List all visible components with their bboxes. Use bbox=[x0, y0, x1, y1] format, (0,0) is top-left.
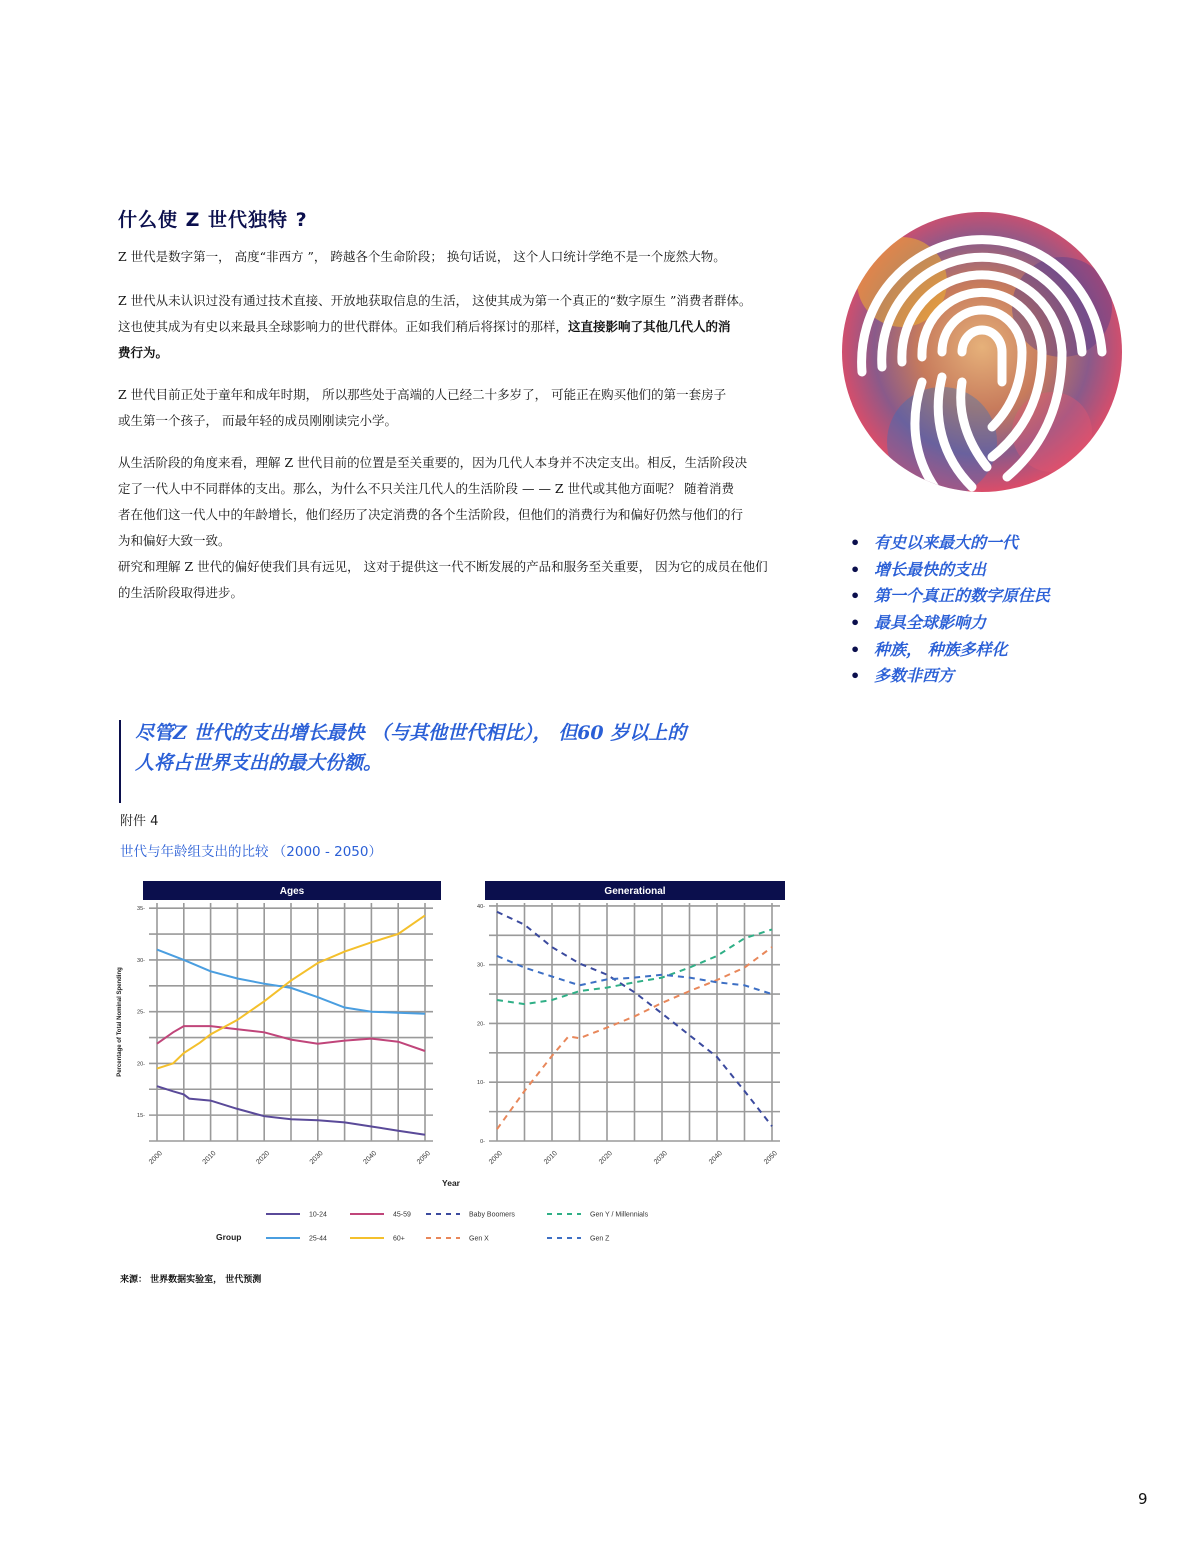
x-tick-label: 2030 bbox=[308, 1149, 325, 1166]
paragraph-4-line: 定了一代人中不同群体的支出。那么，为什么不只关注几代人的生活阶段 — — Z 世代或其他方面呢？ 随着消费 bbox=[118, 481, 735, 496]
paragraph-4-line: 者在他们这一代人中的年龄增长，他们经历了决定消费的各个生活阶段，但他们的消费行为和偏好仍然与他们的行 bbox=[118, 507, 744, 522]
y-axis-label: Percentage of Total Nominal Spending bbox=[117, 967, 123, 1077]
y-tick-label: 20- bbox=[477, 1021, 485, 1028]
highlight-text: 多数非西方 bbox=[874, 666, 955, 686]
paragraph-3-line: 或生第一个孩子， 而最年轻的成员刚刚读完小学。 bbox=[118, 413, 397, 428]
x-tick-label: 2050 bbox=[762, 1149, 779, 1166]
y-tick-label: 15- bbox=[137, 1113, 145, 1120]
paragraph-3 bbox=[118, 382, 788, 434]
paragraph-2 bbox=[118, 288, 788, 366]
x-tick-label: 2020 bbox=[255, 1149, 272, 1166]
bullet-icon: • bbox=[850, 586, 861, 606]
callout-line: 人将占世界支出的最大份额。 bbox=[135, 752, 383, 774]
highlight-item bbox=[850, 530, 1050, 557]
highlight-text: 最具全球影响力 bbox=[874, 613, 987, 633]
x-tick-label: 2000 bbox=[487, 1149, 504, 1166]
y-tick-label: 35- bbox=[137, 906, 145, 913]
paragraph-4-line: 为和偏好大致一致。 bbox=[118, 533, 231, 548]
legend-label: Baby Boomers bbox=[469, 1211, 515, 1219]
paragraph-1 bbox=[118, 244, 788, 270]
y-tick-label: 10- bbox=[477, 1080, 485, 1087]
bullet-icon: • bbox=[850, 533, 861, 552]
highlight-item bbox=[850, 583, 1050, 610]
x-tick-label: 2020 bbox=[597, 1149, 614, 1166]
highlight-item bbox=[850, 610, 1050, 637]
paragraph-4-line: 的生活阶段取得进步。 bbox=[118, 585, 244, 600]
legend-label: Gen Y / Millennials bbox=[590, 1211, 649, 1219]
paragraph-2-bold: 费行为。 bbox=[118, 345, 169, 360]
bullet-icon: • bbox=[850, 613, 861, 633]
legend-label: 60+ bbox=[393, 1235, 405, 1243]
y-tick-label: 20- bbox=[137, 1061, 145, 1068]
x-tick-label: 2010 bbox=[542, 1149, 559, 1166]
y-tick-label: 40- bbox=[477, 903, 485, 910]
callout-bar bbox=[119, 720, 121, 803]
x-tick-label: 2000 bbox=[147, 1149, 164, 1166]
exhibit-label: 附件 4 bbox=[120, 814, 159, 829]
y-tick-label: 25- bbox=[137, 1009, 145, 1016]
legend-group-label: Group bbox=[216, 1232, 242, 1242]
highlights-list bbox=[850, 530, 1050, 690]
section-heading: 什么使 Z 世代独特 ? bbox=[118, 209, 308, 231]
x-tick-label: 2010 bbox=[201, 1149, 218, 1166]
bullet-icon: • bbox=[850, 559, 861, 579]
paragraph-4 bbox=[118, 450, 788, 606]
highlight-item bbox=[850, 637, 1050, 664]
panel-title: Ages bbox=[279, 886, 305, 897]
highlight-item bbox=[850, 557, 1050, 584]
panel-title: Generational bbox=[604, 886, 666, 897]
y-tick-label: 0- bbox=[480, 1139, 485, 1145]
callout-line: 尽管Z 世代的支出增长最快 （与其他世代相比）， 但60 岁以上的 bbox=[135, 722, 687, 744]
highlight-text: 第一个真正的数字原住民 bbox=[874, 586, 1051, 606]
bullet-icon: • bbox=[850, 639, 861, 659]
paragraph-2-bold: 这直接影响了其他几代人的消 bbox=[568, 319, 731, 334]
paragraph-3-line: Z 世代目前正处于童年和成年时期， 所以那些处于高端的人已经二十多岁了， 可能正在购买他们的第一套房子 bbox=[118, 387, 727, 402]
exhibit-title: 世代与年龄组支出的比较 （2000 - 2050） bbox=[120, 844, 382, 860]
page-number: 9 bbox=[1138, 1490, 1148, 1508]
x-axis-label: Year bbox=[442, 1178, 460, 1188]
source-note: 来源： 世界数据实验室， 世代预测 bbox=[120, 1275, 262, 1285]
highlight-item bbox=[850, 663, 1050, 690]
highlight-text: 有史以来最大的一代 bbox=[874, 533, 1019, 552]
legend-label: 45-59 bbox=[393, 1211, 411, 1219]
y-tick-label: 30- bbox=[477, 962, 485, 969]
bullet-icon: • bbox=[850, 666, 861, 686]
legend-label: 25-44 bbox=[309, 1235, 327, 1243]
x-tick-label: 2040 bbox=[707, 1149, 724, 1166]
x-tick-label: 2050 bbox=[415, 1149, 432, 1166]
paragraph-4-line: 从生活阶段的角度来看，理解 Z 世代目前的位置是至关重要的，因为几代人本身并不决定支出。相反，生活阶段决 bbox=[118, 455, 748, 470]
y-tick-label: 30- bbox=[137, 957, 145, 964]
paragraph-2-line: 这也使其成为有史以来最具全球影响力的世代群体。正如我们稍后将探讨的那样， bbox=[118, 319, 569, 334]
highlight-text: 种族， 种族多样化 bbox=[874, 639, 1008, 659]
x-tick-label: 2030 bbox=[652, 1149, 669, 1166]
x-tick-label: 2040 bbox=[362, 1149, 379, 1166]
legend-label: Gen X bbox=[469, 1235, 489, 1243]
fingerprint-image bbox=[832, 212, 1132, 512]
paragraph-4-line: 研究和理解 Z 世代的偏好使我们具有远见， 这对于提供这一代不断发展的产品和服务至关重要， 因为它的成员在他们 bbox=[118, 559, 768, 574]
highlight-text: 增长最快的支出 bbox=[874, 559, 987, 579]
legend-label: 10-24 bbox=[309, 1211, 327, 1219]
spending-chart bbox=[110, 875, 800, 1255]
paragraph-2-line: Z 世代从未认识过没有通过技术直接、开放地获取信息的生活， 这使其成为第一个真正的“数字原生 ”消费者群体。 bbox=[118, 293, 752, 308]
legend-label: Gen Z bbox=[590, 1235, 610, 1243]
paragraph-1-line: Z 世代是数字第一， 高度“非西方 ”， 跨越各个生命阶段； 换句话说， 这个人口统计学绝不是一个庞然大物。 bbox=[118, 249, 726, 264]
callout-quote bbox=[135, 718, 815, 778]
